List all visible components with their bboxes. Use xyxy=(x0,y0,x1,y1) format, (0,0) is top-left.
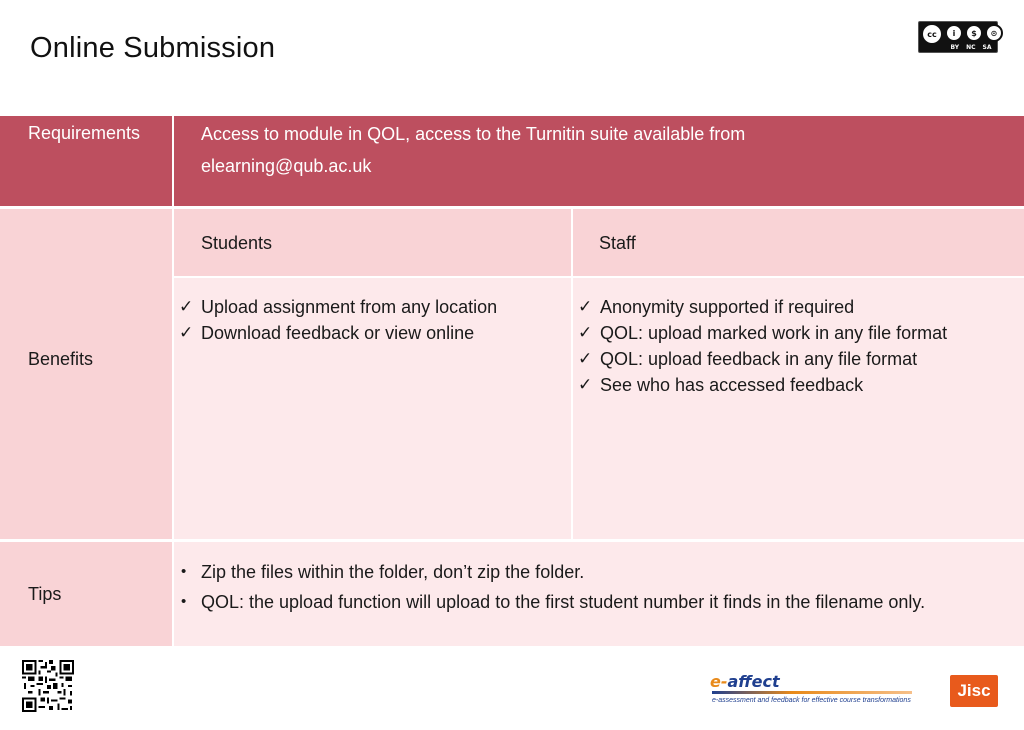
list-item: • Zip the files within the folder, don’t zip the folder. xyxy=(178,557,994,587)
students-heading: Students xyxy=(174,209,571,276)
noncommercial-icon: $ xyxy=(965,24,983,42)
list-item: • QOL: the upload function will upload to the first student number it finds in the filename only. xyxy=(178,587,994,617)
list-item: ✓ See who has accessed feedback xyxy=(578,372,1024,398)
check-icon: ✓ xyxy=(578,297,593,317)
requirements-line-1: Access to module in QOL, access to the Turnitin suite available from xyxy=(201,124,746,144)
check-icon: ✓ xyxy=(179,297,194,317)
eaffect-logo-name: affect xyxy=(727,672,780,691)
tips-label: Tips xyxy=(0,542,172,646)
license-label-nc: NC xyxy=(966,44,976,51)
students-benefits xyxy=(174,278,571,539)
jisc-logo: Jisc xyxy=(950,675,998,707)
license-label-by: BY xyxy=(950,44,960,51)
eaffect-tagline: e-assessment and feedback for effective course transformations xyxy=(712,697,911,704)
license-label-sa: SA xyxy=(982,44,992,51)
list-item: ✓ Download feedback or view online xyxy=(179,320,571,346)
staff-benefits xyxy=(573,278,1024,539)
bullet-icon: • xyxy=(181,593,187,610)
check-icon: ✓ xyxy=(578,349,593,369)
cc-icon: cc xyxy=(921,23,943,45)
list-item: ✓ QOL: upload feedback in any file format xyxy=(578,346,1024,372)
tips-list xyxy=(174,542,1024,646)
benefits-label: Benefits xyxy=(0,209,172,539)
list-item: ✓ QOL: upload marked work in any file format xyxy=(578,320,1024,346)
cc-by-nc-sa-icon xyxy=(918,21,998,53)
requirements-line-2: elearning@qub.ac.uk xyxy=(201,156,372,176)
sharealike-icon: ⊙ xyxy=(985,24,1003,42)
slide-title: Online Submission xyxy=(30,32,276,64)
check-icon: ✓ xyxy=(578,375,593,395)
eaffect-underline xyxy=(712,691,912,694)
list-item: ✓ Upload assignment from any location xyxy=(179,294,571,320)
staff-heading: Staff xyxy=(573,209,1024,276)
attribution-icon: i xyxy=(945,24,963,42)
bullet-icon: • xyxy=(181,563,187,580)
qr-code-icon xyxy=(22,660,74,712)
eaffect-logo-prefix: e- xyxy=(710,672,728,691)
requirements-label: Requirements xyxy=(0,116,172,206)
list-item: ✓ Anonymity supported if required xyxy=(578,294,1024,320)
check-icon: ✓ xyxy=(179,323,194,343)
requirements-value xyxy=(174,116,1024,206)
eaffect-logo xyxy=(710,672,930,712)
check-icon: ✓ xyxy=(578,323,593,343)
